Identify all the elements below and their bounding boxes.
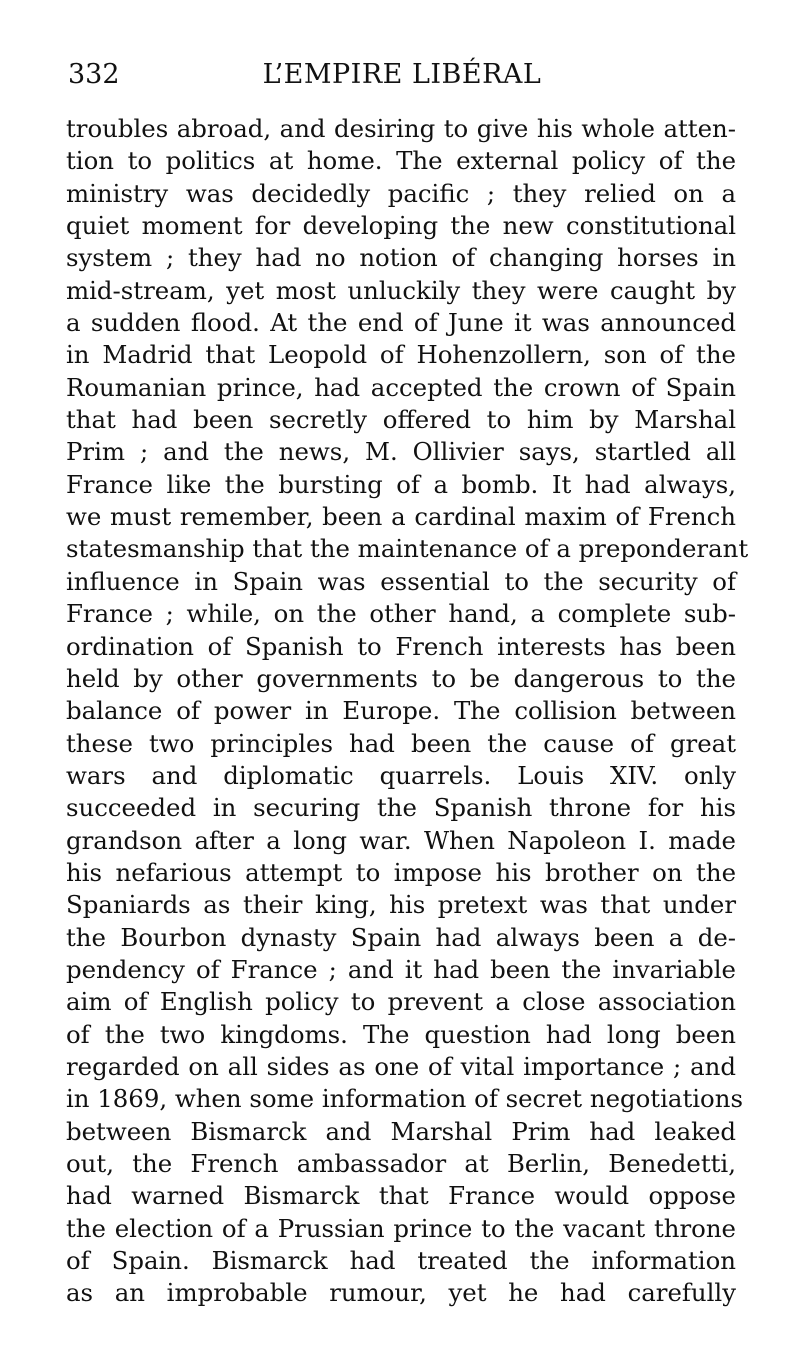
text-line: a sudden flood. At the end of June it was announced xyxy=(66,308,736,338)
text-line: had warned Bismarck that France would oppose xyxy=(66,1181,736,1211)
text-line: troubles abroad, and desiring to give his whole atten- xyxy=(66,114,736,143)
text-line: his nefarious attempt to impose his brother on the xyxy=(66,857,736,887)
text-line: between Bismarck and Marshal Prim had leaked xyxy=(66,1116,736,1146)
text-line: the election of a Prussian prince to the vacant throne xyxy=(66,1213,736,1243)
text-line: of the two kingdoms. The question had long been xyxy=(66,1019,736,1049)
text-line: as an improbable rumour, yet he had carefully xyxy=(66,1278,736,1308)
text-line: the Bourbon dynasty Spain had always been a de- xyxy=(66,922,736,952)
text-line: influence in Spain was essential to the security of xyxy=(66,566,736,596)
text-line: France like the bursting of a bomb. It had always, xyxy=(66,469,736,499)
text-line: aim of English policy to prevent a close association xyxy=(66,987,736,1017)
text-line: that had been secretly offered to him by Marshal xyxy=(66,405,736,435)
text-line: succeeded in securing the Spanish throne for his xyxy=(66,793,736,823)
text-line: France ; while, on the other hand, a complete sub- xyxy=(66,599,736,629)
text-line: in Madrid that Leopold of Hohenzollern, son of the xyxy=(66,340,736,370)
text-line: held by other governments to be dangerous to the xyxy=(66,663,736,693)
text-line: tion to politics at home. The external policy of the xyxy=(66,146,736,176)
text-line: Prim ; and the news, M. Ollivier says, startled all xyxy=(66,437,736,467)
text-line: balance of power in Europe. The collision between xyxy=(66,696,736,726)
text-line: system ; they had no notion of changing horses in xyxy=(66,243,736,273)
text-line: ministry was decidedly pacific ; they relied on a xyxy=(66,178,736,208)
text-line: Roumanian prince, had accepted the crown of Spain xyxy=(66,372,736,402)
text-line: pendency of France ; and it had been the invariable xyxy=(66,954,736,984)
text-line: of Spain. Bismarck had treated the information xyxy=(66,1246,736,1276)
text-line: out, the French ambassador at Berlin, Benedetti, xyxy=(66,1149,736,1178)
text-line: quiet moment for developing the new constitutional xyxy=(66,211,736,241)
text-line: Spaniards as their king, his pretext was that under xyxy=(66,890,736,920)
text-line: regarded on all sides as one of vital importance ; and xyxy=(66,1051,736,1081)
text-line: ordination of Spanish to French interests has been xyxy=(66,631,736,661)
text-line: these two principles had been the cause of great xyxy=(66,728,736,758)
page-number: 332 xyxy=(68,59,120,90)
text-line: statesmanship that the maintenance of a preponderant xyxy=(66,534,749,564)
page-header xyxy=(68,58,736,98)
text-line: we must remember, been a cardinal maxim of French xyxy=(66,502,736,532)
body-text xyxy=(66,113,749,1310)
text-line: grandson after a long war. When Napoleon I. made xyxy=(66,825,736,855)
text-line: mid-stream, yet most unluckily they were caught by xyxy=(66,275,736,305)
text-line: in 1869, when some information of secret negotiations xyxy=(66,1084,743,1114)
text-line: wars and diplomatic quarrels. Louis XIV. only xyxy=(66,760,736,790)
running-title: L’EMPIRE LIBÉRAL xyxy=(262,59,542,90)
